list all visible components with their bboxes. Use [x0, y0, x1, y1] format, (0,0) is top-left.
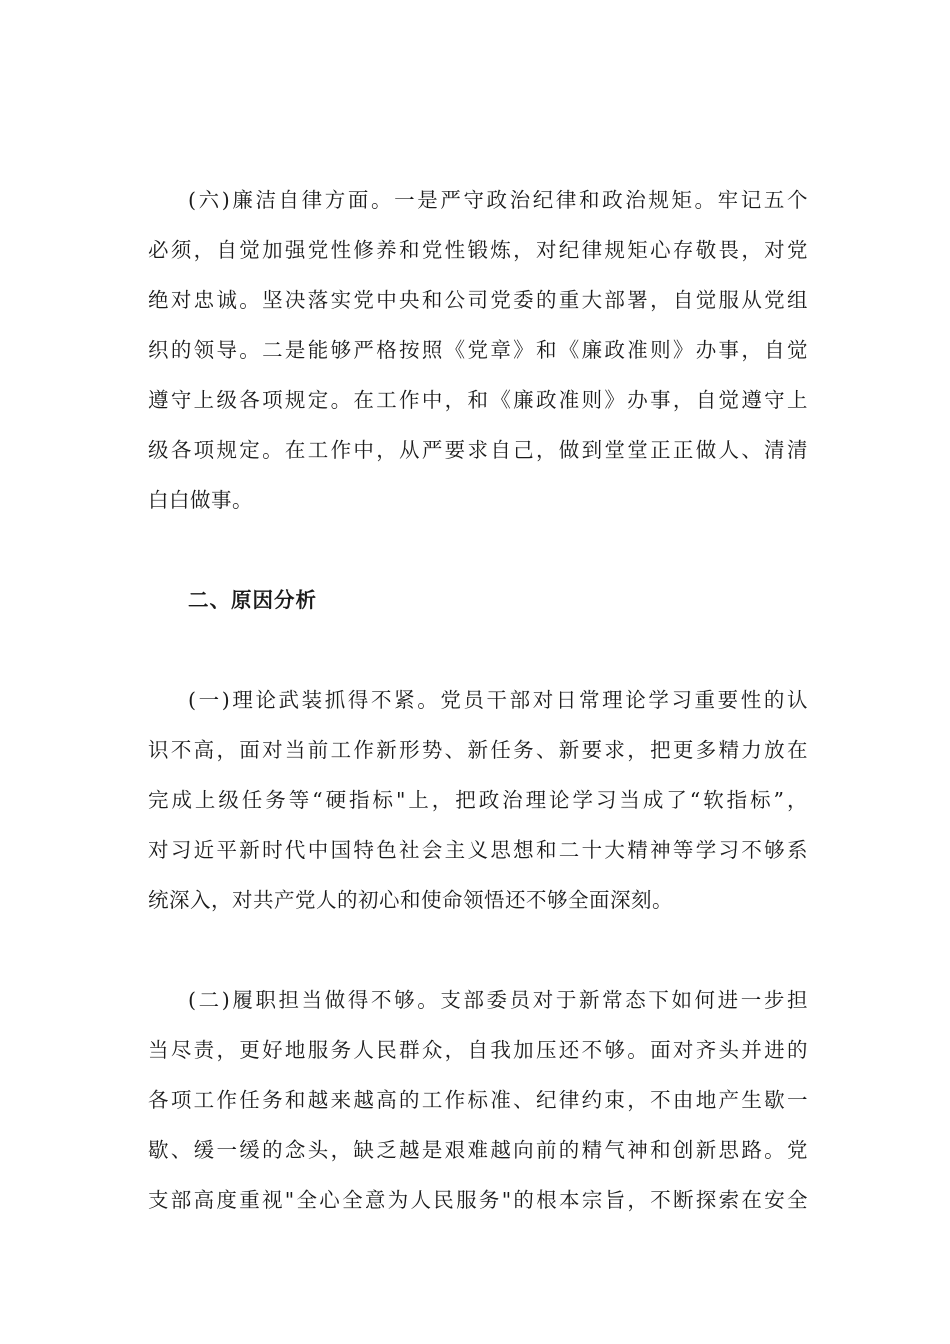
paragraph-line: 织的领导。二是能够严格按照《党章》和《廉政准则》办事，自觉 [148, 338, 808, 362]
paragraph-line: 必须，自觉加强党性修养和党性锻炼，对纪律规矩心存敬畏，对党 [148, 238, 808, 262]
paragraph-line: 对习近平新时代中国特色社会主义思想和二十大精神等学习不够系 [148, 838, 808, 862]
paragraph-line: 各项工作任务和越来越高的工作标准、纪律约束，不由地产生歇一 [148, 1088, 808, 1112]
paragraph-line: (六)廉洁自律方面。一是严守政治纪律和政治规矩。牢记五个 [188, 188, 808, 212]
paragraph-line: 白白做事。 [148, 488, 253, 512]
paragraph-line: 级各项规定。在工作中，从严要求自己，做到堂堂正正做人、清清 [148, 438, 808, 462]
paragraph-line: 识不高，面对当前工作新形势、新任务、新要求，把更多精力放在 [148, 738, 808, 762]
section-heading: 二、原因分析 [188, 588, 317, 612]
paragraph-line: 歇、缓一缓的念头，缺乏越是艰难越向前的精气神和创新思路。党 [148, 1138, 808, 1162]
paragraph-line: 当尽责，更好地服务人民群众，自我加压还不够。面对齐头并进的 [148, 1038, 808, 1062]
paragraph-line: 支部高度重视"全心全意为人民服务"的根本宗旨，不断探索在安全 [148, 1188, 808, 1212]
paragraph-line: 完成上级任务等“硬指标"上，把政治理论学习当成了“软指标”， [148, 788, 808, 812]
paragraph-line: 统深入，对共产党人的初心和使命领悟还不够全面深刻。 [148, 888, 673, 912]
paragraph-line: (二)履职担当做得不够。支部委员对于新常态下如何进一步担 [188, 988, 808, 1012]
paragraph-line: 绝对忠诚。坚决落实党中央和公司党委的重大部署，自觉服从党组 [148, 288, 808, 312]
paragraph-line: (一)理论武装抓得不紧。党员干部对日常理论学习重要性的认 [188, 688, 808, 712]
paragraph-line: 遵守上级各项规定。在工作中，和《廉政准则》办事，自觉遵守上 [148, 388, 808, 412]
